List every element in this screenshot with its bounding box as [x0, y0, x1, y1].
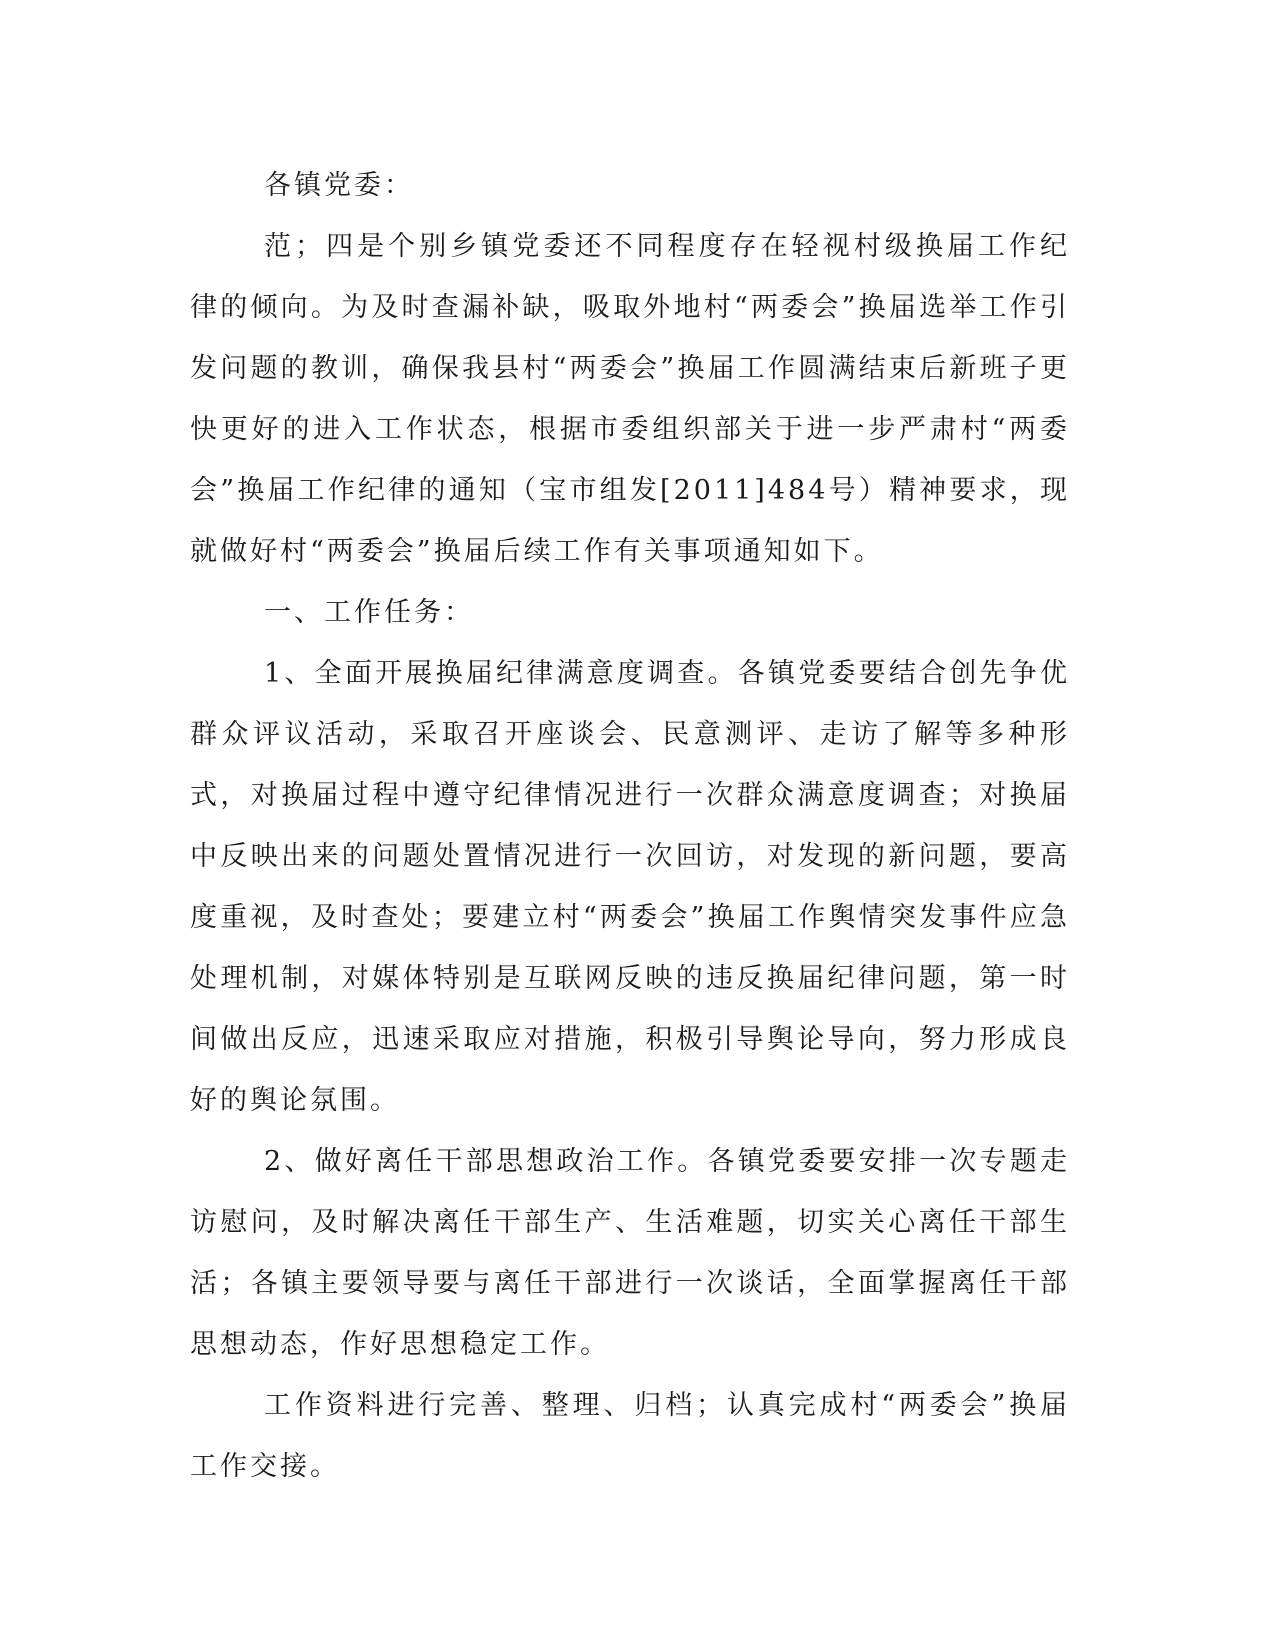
salutation: 各镇党委： [264, 170, 414, 201]
paragraph-task-3-fragment: 工作资料进行完善、整理、归档；认真完成村“两委会”换届工作交接。 [190, 1390, 1070, 1482]
paragraph-task-2: 2、做好离任干部思想政治工作。各镇党委要安排一次专题走访慰问，及时解决离任干部生产、生活难题，切实关心离任干部生活；各镇主要领导要与离任干部进行一次谈话，全面掌握离任干部思想动态，作好思想稳定工作。 [190, 1146, 1070, 1360]
paragraph-task-1: 1、全面开展换届纪律满意度调查。各镇党委要结合创先争优群众评议活动，采取召开座谈会、民意测评、走访了解等多种形式，对换届过程中遵守纪律情况进行一次群众满意度调查；对换届中反映出来的问题处置情况进行一次回访，对发现的新问题，要高度重视，及时查处；要建立村“两委会”换届工作舆情突发事件应急处理机制，对媒体特别是互联网反映的违反换届纪律问题，第一时间做出反应，迅速采取应对措施，积极引导舆论导向，努力形成良好的舆论氛围。 [190, 658, 1070, 1116]
section-heading-tasks: 一、工作任务： [264, 597, 474, 628]
document-body [190, 155, 1070, 1497]
paragraph-background: 范；四是个别乡镇党委还不同程度存在轻视村级换届工作纪律的倾向。为及时查漏补缺，吸取外地村“两委会”换届选举工作引发问题的教训，确保我县村“两委会”换届工作圆满结束后新班子更快更好的进入工作状态，根据市委组织部关于进一步严肃村“两委会”换届工作纪律的通知（宝市组发[2011]484号）精神要求，现就做好村“两委会”换届后续工作有关事项通知如下。 [190, 231, 1070, 567]
